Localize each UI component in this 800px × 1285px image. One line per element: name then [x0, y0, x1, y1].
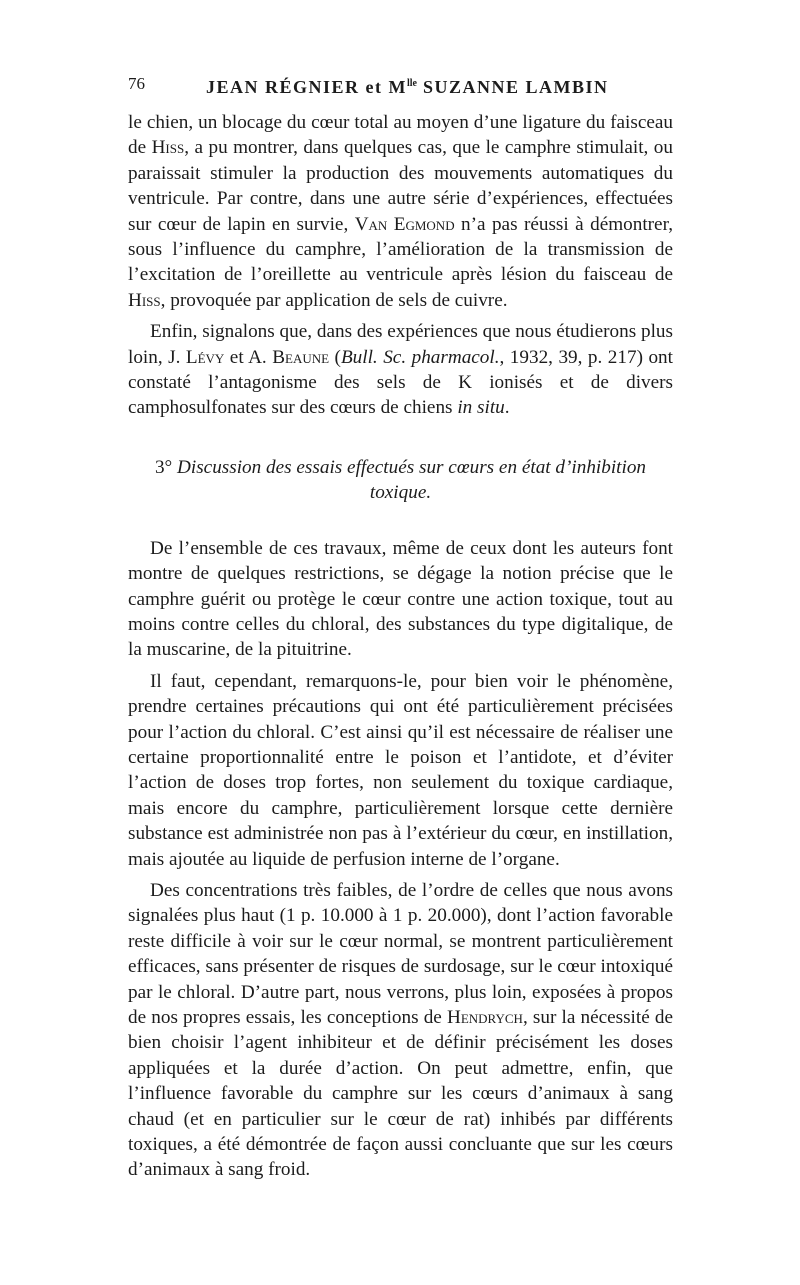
p2-text-c: ( — [329, 346, 341, 368]
author-name-hiss: Hiss — [151, 137, 185, 159]
paragraph-2 — [128, 319, 673, 421]
author-name-hiss: Hiss — [128, 289, 161, 311]
authors-suffix: SUZANNE LAMBIN — [417, 77, 609, 97]
author-name-hendrych: Hendrych — [446, 1007, 523, 1028]
author-name-beaune: Beaune — [272, 346, 330, 368]
p5-text-b: , sur la nécessité de bien choisir l’agent inhibiteur et de définir précisément les doses appliquées et la durée d’action. On peut admettre, enfin, que l’influence favorable du camphre sur les cœurs d’animaux à sang chaud (et en particulier sur le cœur de rat) inhibés par différents toxiques, a été démontrée de façon aussi concluante que sur les cœurs d’animaux à sang froid. — [128, 1007, 673, 1181]
journal-citation: Bull. Sc. pharmacol. — [340, 346, 500, 368]
section-heading — [128, 455, 673, 506]
author-name-levy: Lévy — [185, 346, 225, 368]
p2-text-e: . — [504, 397, 510, 419]
page — [128, 70, 673, 1189]
running-head-authors — [206, 70, 609, 101]
p2-text-a: Enfin, signalons que, dans des expériences que nous étudierons plus loin, J. — [128, 321, 673, 368]
page-number: 76 — [128, 74, 145, 93]
authors-prefix: JEAN RÉGNIER et M — [206, 77, 407, 97]
paragraph-3: De l’ensemble de ces travaux, même de ceux dont les auteurs font montre de quelques restrictions, se dégage la notion précise que le camphre guérit ou protège le cœur contre une action toxique, tout au moins contre celles du chloral, des substances du type digitalique, de la muscarine, de la pituitrine. — [128, 537, 673, 661]
section-number: 3° — [154, 456, 173, 478]
p1-text-c: n’a pas réussi à démontrer, sous l’influence du camphre, l’amélioration de la transmission de l’excitation de l’oreillette au ventricule après lésion du faisceau de — [128, 213, 673, 286]
p5-text-a: Des concentrations très faibles, de l’ordre de celles que nous avons signalées plus haut (1 p. 10.000 à 1 p. 20.000), dont l’action favorable reste difficile à voir sur le cœur normal, se montrent particulièrement efficaces, sans présenter de risques de surdosage, sur le cœur intoxiqué par le chloral. D’autre part, nous verrons, plus loin, exposées à propos de nos propres essais, les conceptions de — [128, 879, 673, 1028]
section-title: Discussion des essais effectués sur cœurs en état d’inhibition toxique. — [172, 456, 647, 504]
p2-text-d: , 1932, 39, p. 217) ont constaté l’antagonisme des sels de K ionisés et de divers camphosulfonates sur des cœurs de chiens — [128, 346, 673, 419]
paragraph-4: Il faut, cependant, remarquons-le, pour bien voir le phénomène, prendre certaines précautions qui ont été particulièrement précisées pour l’action du chloral. C’est ainsi qu’il est nécessaire de réaliser une certaine proportionnalité entre le poison et l’antidote, et d’éviter l’action de doses trop fortes, non seulement du toxique cardiaque, mais encore du camphre, particulièrement lorsque cette dernière substance est administrée non pas à l’extérieur du cœur, en instillation, mais ajoutée au liquide de perfusion interne de l’organe. — [128, 670, 673, 870]
running-head — [128, 70, 673, 98]
body-text — [128, 110, 673, 1183]
in-situ-term: in situ — [457, 397, 505, 419]
p1-text-b: , a pu montrer, dans quelques cas, que le camphre stimulait, ou paraissait stimuler la production des mouvements automatiques du ventricule. Par contre, dans une autre série d’expériences, effectuées sur cœur de lapin en survie, — [128, 137, 673, 235]
p1-text-a: le chien, un blocage du cœur total au moyen d’une ligature du faisceau de — [128, 112, 673, 159]
paragraph-5 — [128, 878, 673, 1183]
p1-text-d: , provoquée par application de sels de cuivre. — [160, 289, 508, 311]
authors-sup: lle — [407, 78, 417, 89]
author-name-van-egmond: Van Egmond — [354, 213, 455, 235]
paragraph-1 — [128, 110, 673, 313]
p2-text-b: et A. — [224, 346, 273, 368]
